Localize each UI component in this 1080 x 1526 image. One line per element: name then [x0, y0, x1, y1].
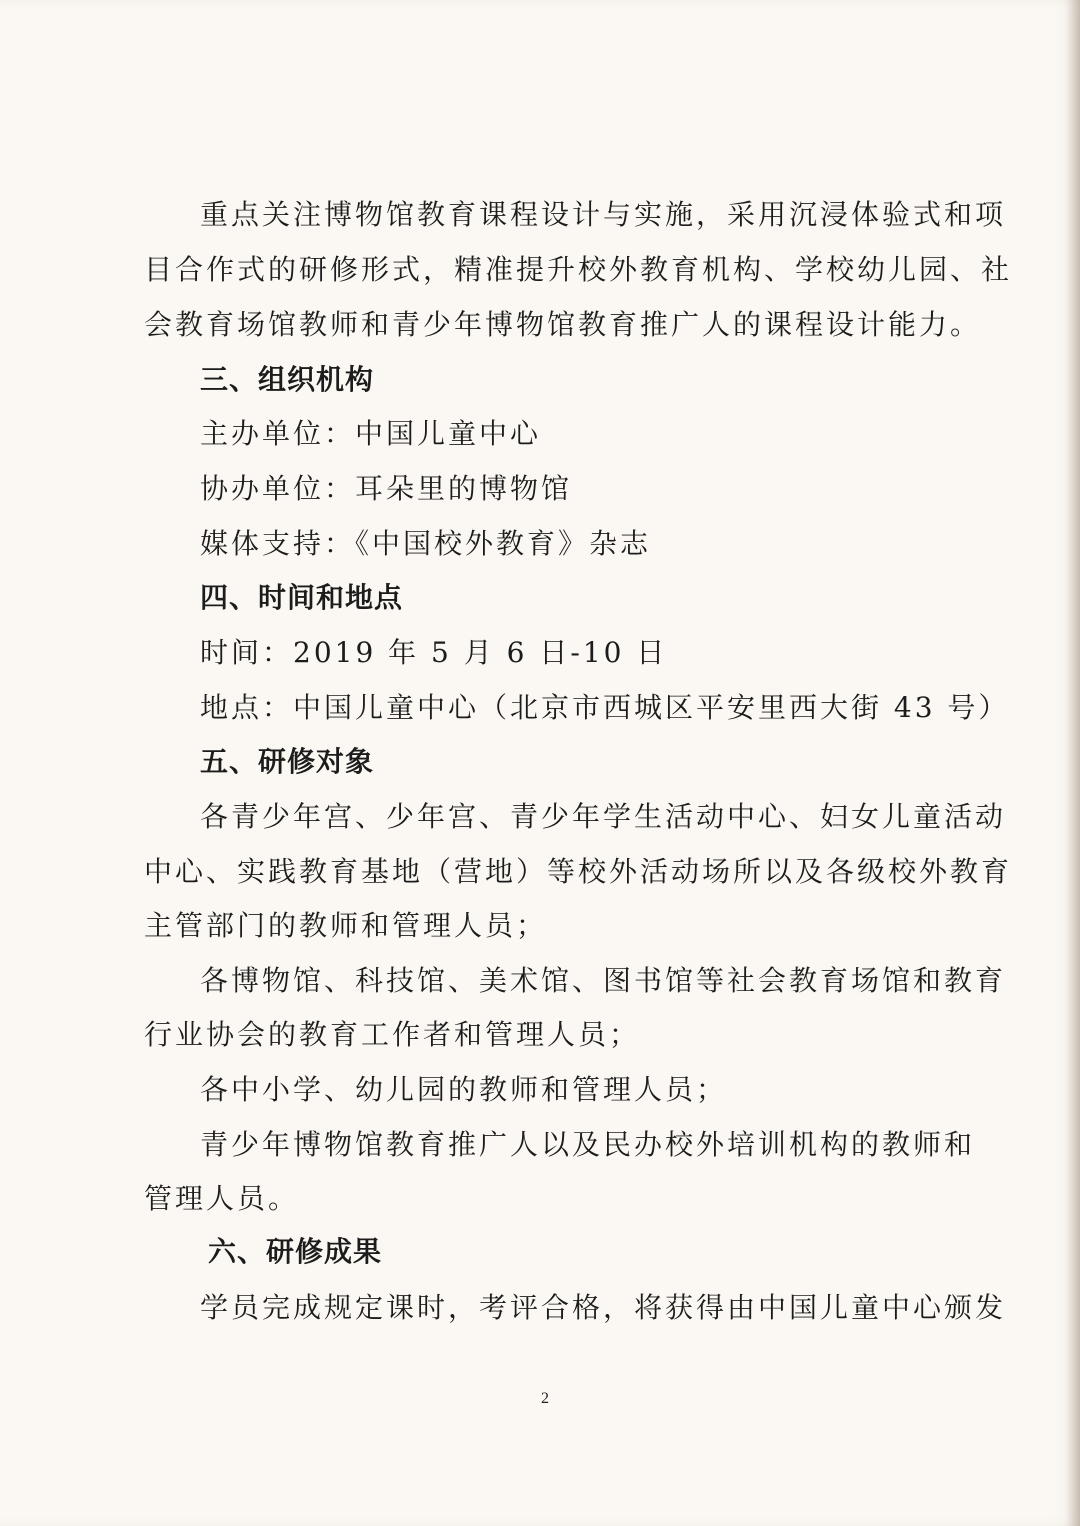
outcomes-line-1: 学员完成规定课时，考评合格，将获得由中国儿童中心颁发: [200, 1291, 1007, 1324]
page-edge-shadow: [1066, 0, 1080, 1526]
organizer-line: 主办单位：中国儿童中心: [200, 417, 542, 450]
paragraph-line-1: 重点关注博物馆教育课程设计与实施，采用沉浸体验式和项: [200, 198, 1007, 231]
section-heading-participants: 五、研修对象: [200, 745, 375, 778]
co-organizer-line: 协办单位：耳朵里的博物馆: [200, 472, 573, 505]
participants-line-2: 中心、实践教育基地（营地）等校外活动场所以及各级校外教育: [144, 855, 1013, 888]
section-heading-time-place: 四、时间和地点: [200, 581, 404, 614]
participants-line-6: 各中小学、幼儿园的教师和管理人员；: [200, 1073, 728, 1106]
section-heading-outcomes: 六、研修成果: [208, 1235, 383, 1268]
paragraph-line-3: 会教育场馆教师和青少年博物馆教育推广人的课程设计能力。: [144, 308, 982, 341]
section-heading-organization: 三、组织机构: [200, 363, 375, 396]
participants-line-8: 管理人员。: [144, 1182, 300, 1215]
time-line: 时间：2019 年 5 月 6 日-10 日: [200, 636, 668, 669]
media-support-line: 媒体支持：《中国校外教育》杂志: [200, 527, 652, 560]
place-line: 地点：中国儿童中心（北京市西城区平安里西大街 43 号）: [200, 691, 1010, 724]
paragraph-line-2: 目合作式的研修形式，精准提升校外教育机构、学校幼儿园、社: [144, 253, 1013, 286]
participants-line-3: 主管部门的教师和管理人员；: [144, 909, 548, 942]
participants-line-7: 青少年博物馆教育推广人以及民办校外培训机构的教师和: [200, 1128, 976, 1161]
participants-line-4: 各博物馆、科技馆、美术馆、图书馆等社会教育场馆和教育: [200, 964, 1007, 997]
participants-line-5: 行业协会的教育工作者和管理人员；: [144, 1018, 641, 1051]
participants-line-1: 各青少年宫、少年宫、青少年学生活动中心、妇女儿童活动: [200, 800, 1007, 833]
page-number: 2: [541, 1390, 549, 1407]
